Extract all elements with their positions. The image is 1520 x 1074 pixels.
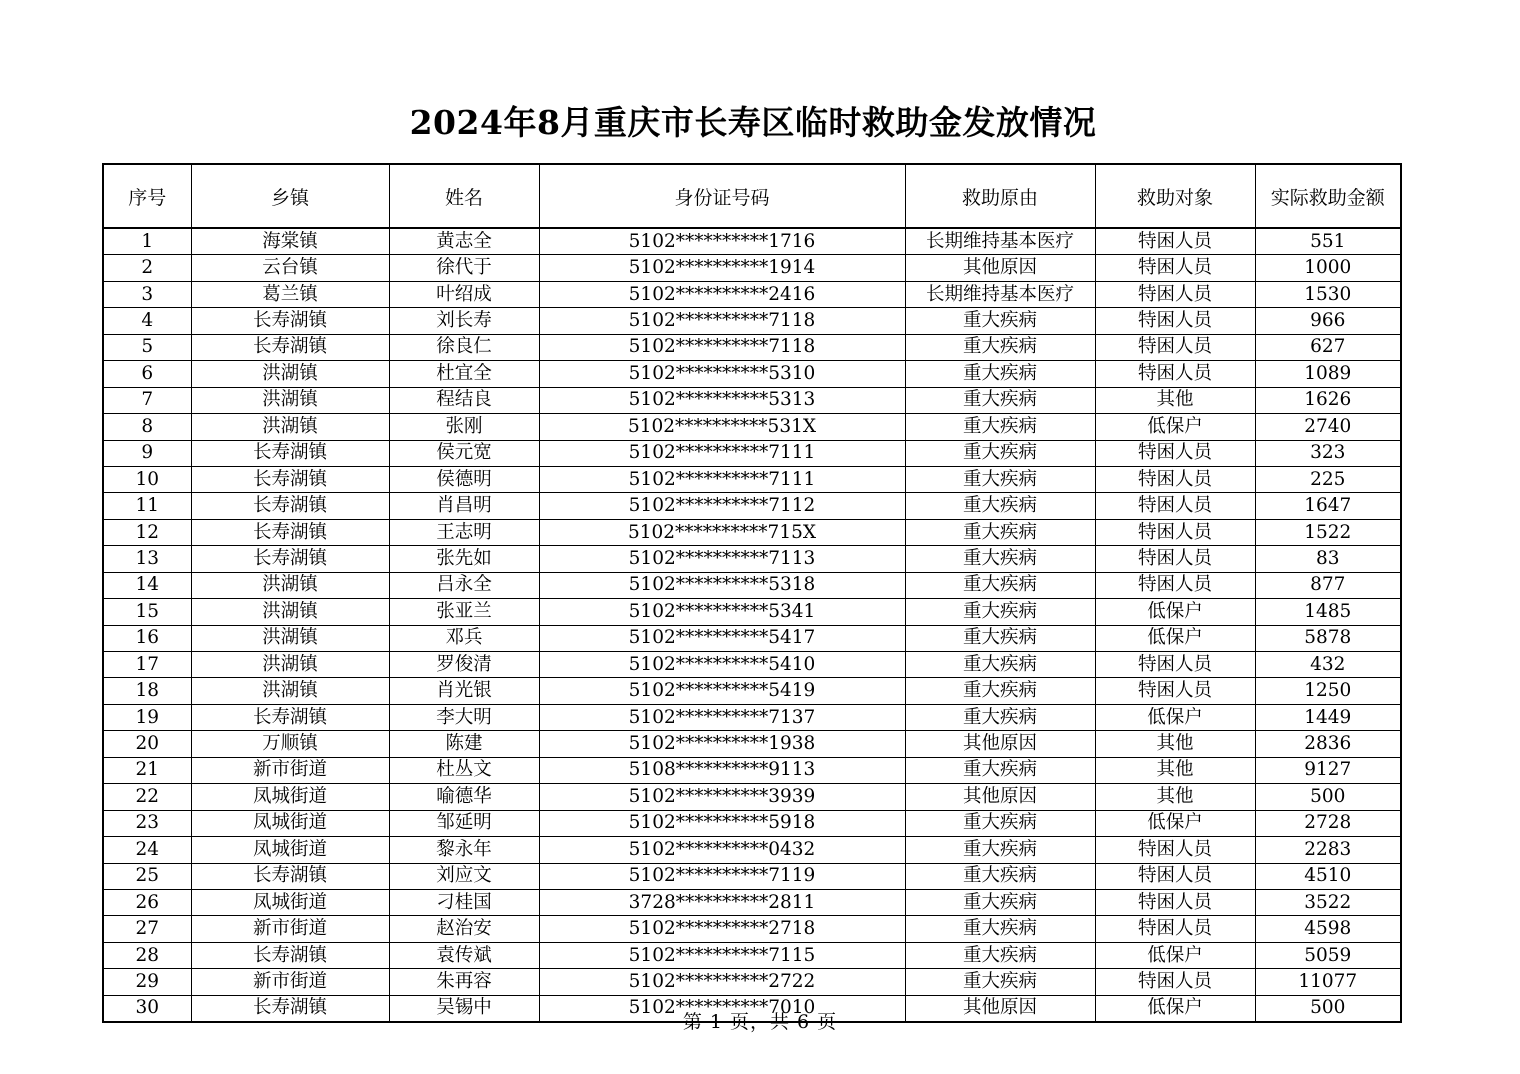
cell-amount: 225 [1255,466,1401,492]
cell-recipient-type: 低保户 [1095,704,1255,730]
cell-township: 长寿湖镇 [191,466,389,492]
cell-amount: 551 [1255,228,1401,255]
cell-township: 洪湖镇 [191,652,389,678]
cell-id-number: 5102**********5410 [539,652,905,678]
cell-reason: 其他原因 [905,784,1095,810]
cell-id-number: 5102**********5341 [539,599,905,625]
cell-name: 袁传斌 [389,942,539,968]
column-header-amount: 实际救助金额 [1255,164,1401,228]
cell-township: 凤城街道 [191,889,389,915]
table-body [103,228,1401,1022]
table-row [103,546,1401,572]
cell-id-number: 5102**********7010 [539,995,905,1022]
cell-township: 长寿湖镇 [191,440,389,466]
cell-index: 5 [103,334,191,360]
cell-index: 11 [103,493,191,519]
table-row [103,308,1401,334]
cell-index: 6 [103,361,191,387]
cell-reason: 重大疾病 [905,704,1095,730]
cell-id-number: 5102**********5918 [539,810,905,836]
cell-amount: 1530 [1255,281,1401,307]
cell-id-number: 5102**********1914 [539,255,905,281]
cell-township: 长寿湖镇 [191,995,389,1022]
page-footer: 第 1 页，共 6 页 [682,1011,838,1033]
cell-name: 邹延明 [389,810,539,836]
cell-name: 吕永全 [389,572,539,598]
table-row [103,572,1401,598]
cell-township: 长寿湖镇 [191,704,389,730]
cell-name: 杜丛文 [389,757,539,783]
cell-amount: 500 [1255,995,1401,1022]
cell-id-number: 5102**********2718 [539,916,905,942]
cell-recipient-type: 特困人员 [1095,255,1255,281]
cell-reason: 重大疾病 [905,361,1095,387]
cell-township: 葛兰镇 [191,281,389,307]
cell-amount: 1485 [1255,599,1401,625]
cell-township: 长寿湖镇 [191,334,389,360]
table-row [103,493,1401,519]
cell-index: 30 [103,995,191,1022]
cell-township: 云台镇 [191,255,389,281]
cell-reason: 重大疾病 [905,466,1095,492]
cell-township: 洪湖镇 [191,678,389,704]
cell-recipient-type: 特困人员 [1095,308,1255,334]
cell-name: 罗俊清 [389,652,539,678]
cell-id-number: 5102**********5310 [539,361,905,387]
cell-recipient-type: 特困人员 [1095,228,1255,255]
cell-recipient-type: 其他 [1095,731,1255,757]
cell-name: 侯德明 [389,466,539,492]
cell-id-number: 5102**********5417 [539,625,905,651]
cell-reason: 重大疾病 [905,572,1095,598]
cell-township: 洪湖镇 [191,387,389,413]
cell-id-number: 5102**********7119 [539,863,905,889]
cell-reason: 其他原因 [905,255,1095,281]
cell-amount: 9127 [1255,757,1401,783]
cell-recipient-type: 低保户 [1095,810,1255,836]
cell-name: 程结良 [389,387,539,413]
cell-township: 万顺镇 [191,731,389,757]
cell-id-number: 5102**********531X [539,414,905,440]
cell-id-number: 5102**********1716 [539,228,905,255]
table-row [103,889,1401,915]
table-row [103,519,1401,545]
cell-reason: 重大疾病 [905,969,1095,995]
cell-name: 肖光银 [389,678,539,704]
cell-index: 1 [103,228,191,255]
cell-reason: 重大疾病 [905,599,1095,625]
cell-recipient-type: 特困人员 [1095,863,1255,889]
cell-reason: 重大疾病 [905,546,1095,572]
cell-reason: 长期维持基本医疗 [905,281,1095,307]
cell-reason: 重大疾病 [905,678,1095,704]
cell-amount: 11077 [1255,969,1401,995]
table-row [103,969,1401,995]
cell-recipient-type: 特困人员 [1095,678,1255,704]
cell-recipient-type: 低保户 [1095,414,1255,440]
cell-reason: 重大疾病 [905,334,1095,360]
cell-amount: 1089 [1255,361,1401,387]
cell-amount: 1000 [1255,255,1401,281]
cell-amount: 1626 [1255,387,1401,413]
cell-township: 海棠镇 [191,228,389,255]
cell-index: 9 [103,440,191,466]
table-row [103,863,1401,889]
cell-township: 长寿湖镇 [191,308,389,334]
cell-reason: 重大疾病 [905,916,1095,942]
cell-recipient-type: 特困人员 [1095,889,1255,915]
cell-name: 侯元宽 [389,440,539,466]
cell-amount: 4510 [1255,863,1401,889]
cell-amount: 432 [1255,652,1401,678]
cell-index: 8 [103,414,191,440]
cell-recipient-type: 其他 [1095,387,1255,413]
table-row [103,678,1401,704]
cell-township: 洪湖镇 [191,572,389,598]
cell-id-number: 5108**********9113 [539,757,905,783]
column-header-name: 姓名 [389,164,539,228]
table-row [103,810,1401,836]
cell-id-number: 3728**********2811 [539,889,905,915]
cell-reason: 重大疾病 [905,519,1095,545]
cell-township: 洪湖镇 [191,414,389,440]
cell-reason: 重大疾病 [905,308,1095,334]
cell-name: 邓兵 [389,625,539,651]
cell-recipient-type: 低保户 [1095,625,1255,651]
cell-amount: 5878 [1255,625,1401,651]
cell-name: 王志明 [389,519,539,545]
cell-index: 29 [103,969,191,995]
cell-amount: 1250 [1255,678,1401,704]
cell-name: 赵治安 [389,916,539,942]
cell-index: 7 [103,387,191,413]
cell-name: 李大明 [389,704,539,730]
cell-reason: 重大疾病 [905,493,1095,519]
table-row [103,652,1401,678]
table-row [103,625,1401,651]
cell-index: 18 [103,678,191,704]
cell-township: 洪湖镇 [191,599,389,625]
cell-amount: 1647 [1255,493,1401,519]
table-row [103,440,1401,466]
cell-id-number: 5102**********7118 [539,308,905,334]
document-title: 2024年8月重庆市长寿区临时救助金发放情况 [409,103,1097,142]
table-row [103,731,1401,757]
cell-recipient-type: 其他 [1095,784,1255,810]
cell-township: 长寿湖镇 [191,546,389,572]
cell-index: 2 [103,255,191,281]
column-header-recipient-type: 救助对象 [1095,164,1255,228]
cell-name: 肖昌明 [389,493,539,519]
cell-reason: 重大疾病 [905,942,1095,968]
cell-recipient-type: 特困人员 [1095,916,1255,942]
cell-name: 张亚兰 [389,599,539,625]
cell-amount: 966 [1255,308,1401,334]
cell-reason: 重大疾病 [905,863,1095,889]
cell-township: 长寿湖镇 [191,942,389,968]
cell-id-number: 5102**********7118 [539,334,905,360]
cell-amount: 323 [1255,440,1401,466]
table-row [103,837,1401,863]
cell-township: 新市街道 [191,757,389,783]
cell-name: 徐良仁 [389,334,539,360]
cell-reason: 重大疾病 [905,440,1095,466]
cell-id-number: 5102**********5313 [539,387,905,413]
cell-id-number: 5102**********7113 [539,546,905,572]
cell-township: 凤城街道 [191,810,389,836]
table-row [103,757,1401,783]
cell-township: 新市街道 [191,969,389,995]
cell-reason: 其他原因 [905,995,1095,1022]
cell-township: 凤城街道 [191,784,389,810]
table-header-row [103,164,1401,228]
cell-recipient-type: 低保户 [1095,995,1255,1022]
cell-township: 洪湖镇 [191,361,389,387]
cell-reason: 重大疾病 [905,414,1095,440]
cell-name: 杜宜全 [389,361,539,387]
cell-amount: 2728 [1255,810,1401,836]
table-row [103,334,1401,360]
cell-amount: 3522 [1255,889,1401,915]
cell-name: 张刚 [389,414,539,440]
cell-amount: 1522 [1255,519,1401,545]
cell-reason: 重大疾病 [905,889,1095,915]
table-row [103,784,1401,810]
cell-index: 21 [103,757,191,783]
cell-amount: 627 [1255,334,1401,360]
table-row [103,281,1401,307]
cell-recipient-type: 特困人员 [1095,466,1255,492]
cell-id-number: 5102**********5419 [539,678,905,704]
cell-index: 22 [103,784,191,810]
cell-index: 28 [103,942,191,968]
cell-id-number: 5102**********5318 [539,572,905,598]
cell-index: 26 [103,889,191,915]
cell-reason: 重大疾病 [905,652,1095,678]
cell-reason: 重大疾病 [905,810,1095,836]
relief-table [102,163,1402,1023]
table-row [103,414,1401,440]
cell-id-number: 5102**********7115 [539,942,905,968]
cell-name: 吴锡中 [389,995,539,1022]
cell-township: 长寿湖镇 [191,493,389,519]
cell-amount: 500 [1255,784,1401,810]
cell-name: 刁桂国 [389,889,539,915]
cell-name: 黎永年 [389,837,539,863]
cell-index: 17 [103,652,191,678]
table-row [103,942,1401,968]
cell-id-number: 5102**********7111 [539,466,905,492]
cell-id-number: 5102**********2722 [539,969,905,995]
cell-reason: 重大疾病 [905,387,1095,413]
cell-name: 张先如 [389,546,539,572]
cell-recipient-type: 特困人员 [1095,969,1255,995]
cell-township: 洪湖镇 [191,625,389,651]
table-row [103,387,1401,413]
cell-id-number: 5102**********7137 [539,704,905,730]
table-row [103,466,1401,492]
cell-township: 新市街道 [191,916,389,942]
cell-recipient-type: 特困人员 [1095,519,1255,545]
cell-index: 24 [103,837,191,863]
cell-index: 3 [103,281,191,307]
cell-id-number: 5102**********2416 [539,281,905,307]
cell-township: 长寿湖镇 [191,863,389,889]
column-header-index: 序号 [103,164,191,228]
cell-reason: 重大疾病 [905,625,1095,651]
column-header-reason: 救助原由 [905,164,1095,228]
cell-id-number: 5102**********1938 [539,731,905,757]
cell-name: 喻德华 [389,784,539,810]
cell-index: 15 [103,599,191,625]
cell-township: 凤城街道 [191,837,389,863]
cell-recipient-type: 特困人员 [1095,440,1255,466]
cell-index: 16 [103,625,191,651]
cell-recipient-type: 其他 [1095,757,1255,783]
cell-name: 陈建 [389,731,539,757]
cell-township: 长寿湖镇 [191,519,389,545]
cell-index: 19 [103,704,191,730]
cell-index: 23 [103,810,191,836]
cell-name: 朱再容 [389,969,539,995]
cell-id-number: 5102**********7112 [539,493,905,519]
cell-recipient-type: 特困人员 [1095,572,1255,598]
cell-index: 12 [103,519,191,545]
cell-amount: 2283 [1255,837,1401,863]
cell-recipient-type: 特困人员 [1095,334,1255,360]
column-header-township: 乡镇 [191,164,389,228]
cell-id-number: 5102**********715X [539,519,905,545]
cell-recipient-type: 低保户 [1095,599,1255,625]
cell-amount: 2836 [1255,731,1401,757]
cell-amount: 83 [1255,546,1401,572]
cell-index: 10 [103,466,191,492]
cell-name: 叶绍成 [389,281,539,307]
table-row [103,361,1401,387]
cell-amount: 5059 [1255,942,1401,968]
cell-reason: 长期维持基本医疗 [905,228,1095,255]
cell-recipient-type: 特困人员 [1095,281,1255,307]
cell-recipient-type: 特困人员 [1095,837,1255,863]
cell-index: 4 [103,308,191,334]
cell-index: 14 [103,572,191,598]
cell-id-number: 5102**********3939 [539,784,905,810]
table-row [103,599,1401,625]
cell-amount: 4598 [1255,916,1401,942]
cell-recipient-type: 特困人员 [1095,493,1255,519]
cell-recipient-type: 特困人员 [1095,652,1255,678]
cell-name: 刘长寿 [389,308,539,334]
cell-reason: 重大疾病 [905,837,1095,863]
cell-index: 13 [103,546,191,572]
cell-index: 20 [103,731,191,757]
cell-reason: 其他原因 [905,731,1095,757]
cell-amount: 877 [1255,572,1401,598]
cell-index: 27 [103,916,191,942]
cell-recipient-type: 低保户 [1095,942,1255,968]
cell-amount: 2740 [1255,414,1401,440]
cell-amount: 1449 [1255,704,1401,730]
column-header-id-number: 身份证号码 [539,164,905,228]
cell-name: 黄志全 [389,228,539,255]
cell-reason: 重大疾病 [905,757,1095,783]
table-row [103,704,1401,730]
table-row [103,255,1401,281]
cell-recipient-type: 特困人员 [1095,361,1255,387]
table-row [103,228,1401,255]
cell-id-number: 5102**********0432 [539,837,905,863]
table-row [103,916,1401,942]
cell-index: 25 [103,863,191,889]
cell-name: 刘应文 [389,863,539,889]
cell-id-number: 5102**********7111 [539,440,905,466]
cell-name: 徐代于 [389,255,539,281]
cell-recipient-type: 特困人员 [1095,546,1255,572]
